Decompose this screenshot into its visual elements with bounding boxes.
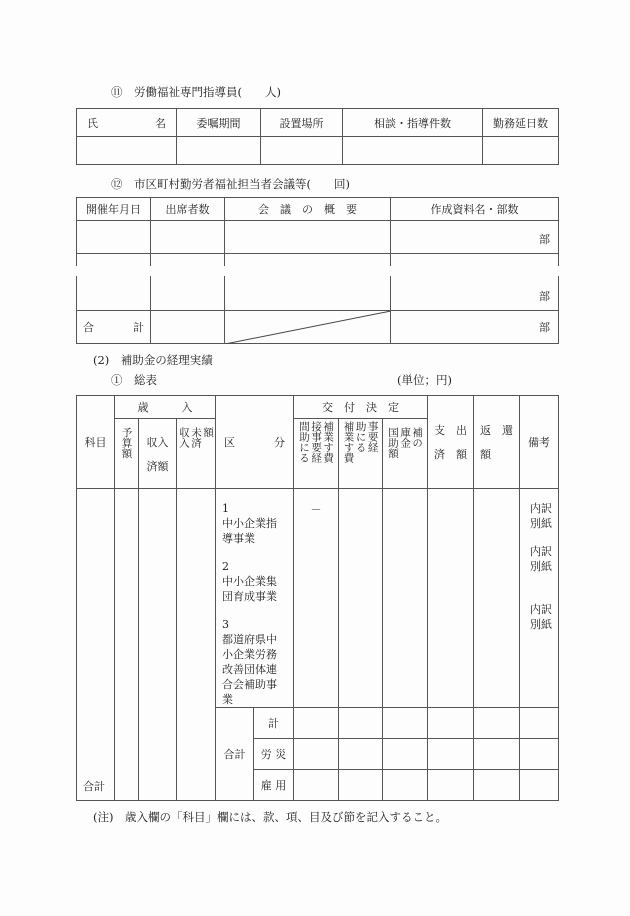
header-name: 氏 名: [77, 109, 177, 137]
footnote: (注) 歳入欄の「科目」欄には、款、項、目及び節を記入すること。: [93, 810, 447, 824]
cell[interactable]: [294, 739, 339, 770]
header-expenditure: 支 出 済 額: [428, 396, 474, 489]
cell[interactable]: [339, 770, 383, 801]
header-materials: 作成資料名・部数: [391, 198, 559, 221]
section-11-heading: ⑪ 労働福祉専門指導員( 人): [111, 85, 281, 99]
header-refund: 返 還 額: [474, 396, 520, 489]
cell-summary[interactable]: [225, 221, 391, 254]
cell[interactable]: [520, 739, 559, 770]
cell[interactable]: [383, 739, 428, 770]
cell-date[interactable]: [77, 221, 151, 254]
total-row-rousai: 労 災: [254, 739, 294, 770]
header-remarks: 備考: [520, 396, 559, 489]
cell-grant-national[interactable]: [383, 489, 428, 708]
subject-total: 合計: [77, 489, 115, 801]
header-grant-decision: 交 付 決 定: [294, 396, 428, 419]
total-row-sum: 計: [254, 708, 294, 739]
cell-expenditure[interactable]: [428, 489, 474, 708]
cell-grant-indirect[interactable]: －: [294, 489, 339, 708]
header-attendees: 出席者数: [151, 198, 225, 221]
cell-work-days[interactable]: [483, 137, 559, 165]
cell[interactable]: [294, 770, 339, 801]
cell[interactable]: [339, 708, 383, 739]
unit-label: (単位；円): [397, 373, 452, 387]
cell[interactable]: [428, 770, 474, 801]
header-unreceived: 額 未済 収入: [177, 419, 216, 489]
header-term: 委嘱期間: [177, 109, 261, 137]
header-budget: 予算額: [115, 419, 139, 489]
cell-term[interactable]: [177, 137, 261, 165]
cell-consult-count[interactable]: [343, 137, 483, 165]
header-location: 設置場所: [261, 109, 343, 137]
total-group-label: 合計: [216, 708, 254, 801]
header-consult-count: 相談・指導件数: [343, 109, 483, 137]
cell[interactable]: [294, 708, 339, 739]
header-subject: 科目: [77, 396, 115, 489]
section-2-heading: (2) 補助金の経理実績: [93, 353, 213, 367]
header-received: 収入 済額: [139, 419, 177, 489]
total-label: 合 計: [77, 310, 151, 343]
cell[interactable]: [520, 770, 559, 801]
instructor-table: [76, 108, 559, 165]
grant-summary-table: [76, 395, 559, 801]
cell-received[interactable]: [139, 489, 177, 801]
category-item-2: 2中小企業集団育成事業: [222, 560, 278, 603]
cell-summary[interactable]: [225, 276, 391, 310]
header-summary: 会 議 の 概 要: [225, 198, 391, 221]
cell[interactable]: [428, 708, 474, 739]
cell-materials[interactable]: 部: [391, 276, 559, 310]
cell[interactable]: [520, 708, 559, 739]
section-12-heading: ⑫ 市区町村勤労者福祉担当者会議等( 回): [111, 177, 350, 191]
cell[interactable]: [383, 708, 428, 739]
cell-refund[interactable]: [474, 489, 520, 708]
total-summary-struck: [225, 310, 391, 343]
total-row-koyou: 雇 用: [254, 770, 294, 801]
header-grant-national: 補の 庫金 国助額: [383, 419, 428, 489]
cell[interactable]: [474, 770, 520, 801]
diagonal-line: [225, 311, 391, 344]
cell-location[interactable]: [261, 137, 343, 165]
cell[interactable]: [474, 708, 520, 739]
meeting-table-bottom: [76, 276, 559, 344]
cell[interactable]: [428, 739, 474, 770]
header-date: 開催年月日: [77, 198, 151, 221]
cell-attendees[interactable]: [151, 276, 225, 310]
cell-name[interactable]: [77, 137, 177, 165]
total-attendees[interactable]: [151, 310, 225, 343]
cell-budget[interactable]: [115, 489, 139, 801]
header-work-days: 勤務延日数: [483, 109, 559, 137]
cell[interactable]: [383, 770, 428, 801]
cell-unreceived[interactable]: [177, 489, 216, 801]
cell-materials[interactable]: 部: [391, 221, 559, 254]
header-category: 区 分: [216, 396, 294, 489]
summary-table-heading: ① 総表: [111, 373, 157, 387]
cell[interactable]: [474, 739, 520, 770]
header-revenue: 歳 入: [115, 396, 216, 419]
category-item-1: 1中小企業指導事業: [222, 502, 278, 545]
meeting-table-top: [76, 197, 559, 266]
cell-date[interactable]: [77, 276, 151, 310]
category-items: [216, 489, 294, 708]
header-grant-project: 事要経 助にる 補業す費: [339, 419, 383, 489]
cell-remarks: 内訳別紙 内訳別紙 内訳別紙: [520, 489, 559, 708]
total-materials[interactable]: 部: [391, 310, 559, 343]
cell[interactable]: [339, 739, 383, 770]
category-item-3: 3都道府県中小企業労務改善団体連合会補助事業: [222, 618, 278, 706]
cell-attendees[interactable]: [151, 221, 225, 254]
header-grant-indirect: 補業す費 接事要経 間助にる: [294, 419, 339, 489]
cell-grant-project[interactable]: [339, 489, 383, 708]
